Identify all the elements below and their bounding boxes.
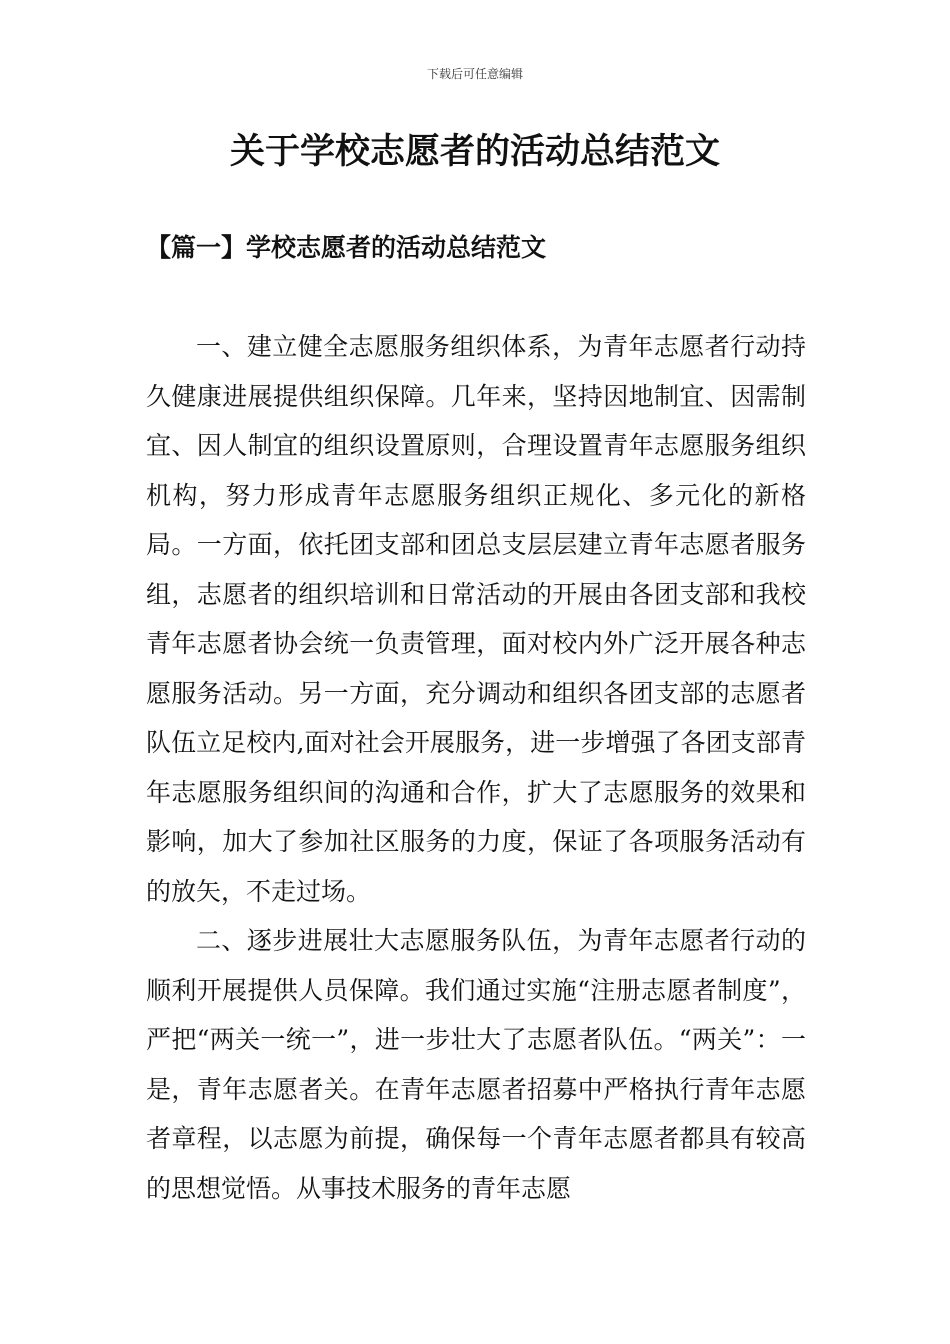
paragraph-1: 一、建立健全志愿服务组织体系，为青年志愿者行动持久健康进展提供组织保障。几年来，坚持因地制宜、因需制宜、因人制宜的组织设置原则，合理设置青年志愿服务组织机构，努力形成青年志愿服务组织正规化、多元化的新格局。一方面，依托团支部和团总支层层建立青年志愿者服务组，志愿者的组织培训和日常活动的开展由各团支部和我校青年志愿者协会统一负责管理，面对校内外广泛开展各种志愿服务活动。另一方面，充分调动和组织各团支部的志愿者队伍立足校内,面对社会开展服务，进一步增强了各团支部青年志愿服务组织间的沟通和合作，扩大了志愿服务的效果和影响，加大了参加社区服务的力度，保证了各项服务活动有的放矢，不走过场。 bbox=[146, 332, 806, 906]
document-title: 关于学校志愿者的活动总结范文 bbox=[229, 132, 720, 172]
section-heading: 【篇一】学校志愿者的活动总结范文 bbox=[146, 233, 547, 262]
header-note: 下载后可任意编辑 bbox=[426, 67, 523, 81]
document-body bbox=[146, 322, 806, 1213]
paragraph-2: 二、逐步进展壮大志愿服务队伍，为青年志愿者行动的顺利开展提供人员保障。我们通过实施“注册志愿者制度”，严把“两关一统一”，进一步壮大了志愿者队伍。“两关”：一是，青年志愿者关。在青年志愿者招募中严格执行青年志愿者章程，以志愿为前提，确保每一个青年志愿者都具有较高的思想觉悟。从事技术服务的青年志愿 bbox=[146, 926, 806, 1203]
